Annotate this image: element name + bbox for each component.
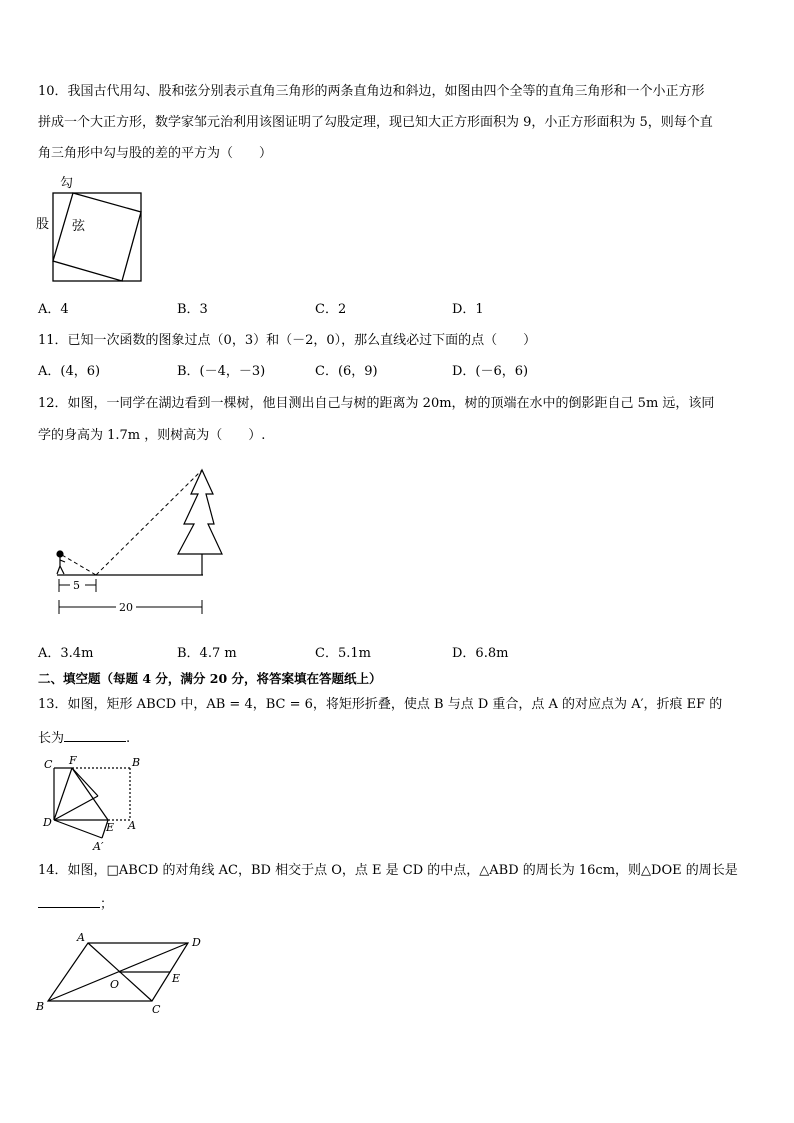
q14-label-c: C	[152, 1003, 161, 1016]
q12-option-a[interactable]: A．3.4m	[38, 646, 94, 661]
q14-label-b: B	[36, 1000, 45, 1013]
q14-label-o: O	[110, 978, 120, 991]
section-fill-blank-heading: 二、填空题（每题 4 分，满分 20 分，将答案填在答题纸上）	[38, 671, 382, 686]
q14-label-e: E	[172, 972, 181, 985]
q13-label-b: B	[132, 756, 141, 769]
q10-text-line3: 角三角形中勾与股的差的平方为（ ）	[38, 146, 273, 161]
q10-figure	[30, 172, 150, 290]
q10-label-xian: 弦	[72, 219, 86, 234]
q14-text-line1: 14．如图，□ABCD 的对角线 AC，BD 相交于点 O，点 E 是 CD 的中点，△ABD 的周长为 16cm，则△DOE 的周长是	[38, 863, 738, 878]
q10-label-gou: 勾	[60, 176, 74, 191]
q11-options	[38, 363, 598, 381]
q10-option-d[interactable]: D．1	[452, 302, 484, 317]
q10-option-a[interactable]: A．4	[38, 302, 69, 317]
q14-figure	[32, 925, 212, 1017]
q13-text-line2	[38, 727, 130, 748]
q12-text-line1: 12．如图，一同学在湖边看到一棵树，他目测出自己与树的距离为 20m，树的顶端在水中的倒影距自己 5m 远，该同	[38, 396, 715, 411]
q11-option-d[interactable]: D．(－6，6)	[452, 364, 529, 379]
q13-answer-blank[interactable]	[64, 727, 126, 742]
q13-label-f: F	[69, 754, 77, 767]
q13-label-c: C	[44, 758, 53, 771]
q13-line2-end: .	[126, 731, 131, 746]
q12-text-line2: 学的身高为 1.7m ，则树高为（ ）.	[38, 428, 266, 443]
q13-figure	[38, 754, 148, 854]
q13-label-a-prime: A′	[93, 840, 104, 853]
q14-line2-end: ；	[100, 897, 114, 912]
q10-option-c[interactable]: C．2	[315, 302, 347, 317]
q11-text-line1: 11．已知一次函数的图象过点（0，3）和（－2，0），那么直线必过下面的点（ ）	[38, 333, 537, 348]
q12-figure	[50, 462, 230, 622]
q13-label-e: E	[106, 821, 115, 834]
q11-option-b[interactable]: B．(－4，－3)	[177, 364, 266, 379]
q12-dim-20: 20	[119, 601, 133, 614]
q10-big-square	[53, 193, 141, 281]
q14-answer-blank[interactable]	[38, 893, 100, 908]
q14-text-line2	[38, 893, 113, 914]
q10-options	[38, 301, 598, 319]
q13-label-a: A	[128, 819, 136, 832]
q10-text-line2: 拼成一个大正方形，数学家邹元治利用该图证明了勾股定理，现已知大正方形面积为 9，小正方形面积为 5，则每个直	[38, 115, 713, 130]
q14-label-a: A	[77, 931, 85, 944]
q12-option-b[interactable]: B．4.7 m	[177, 646, 237, 661]
q14-label-d: D	[192, 936, 201, 949]
q13-text-line1: 13．如图，矩形 ABCD 中，AB = 4，BC = 6，将矩形折叠，使点 B 与点 D 重合，点 A 的对应点为 A′，折痕 EF 的	[38, 697, 723, 712]
tree-icon	[178, 470, 222, 575]
q10-option-b[interactable]: B．3	[177, 302, 208, 317]
q10-text-line1: 10．我国古代用勾、股和弦分别表示直角三角形的两条直角边和斜边，如图由四个全等的直角三角形和一个小正方形	[38, 84, 705, 99]
q11-option-a[interactable]: A．(4，6)	[38, 364, 101, 379]
q11-option-c[interactable]: C．(6，9)	[315, 364, 378, 379]
q12-option-c[interactable]: C．5.1m	[315, 646, 371, 661]
q10-inner-square	[53, 193, 141, 281]
q12-option-d[interactable]: D．6.8m	[452, 646, 509, 661]
q13-line2-prefix: 长为	[38, 731, 65, 746]
q12-options	[38, 645, 598, 663]
q13-label-d: D	[43, 816, 52, 829]
q10-label-gu: 股	[36, 217, 50, 232]
person-icon	[57, 551, 65, 574]
q12-dim-5: 5	[73, 579, 80, 592]
